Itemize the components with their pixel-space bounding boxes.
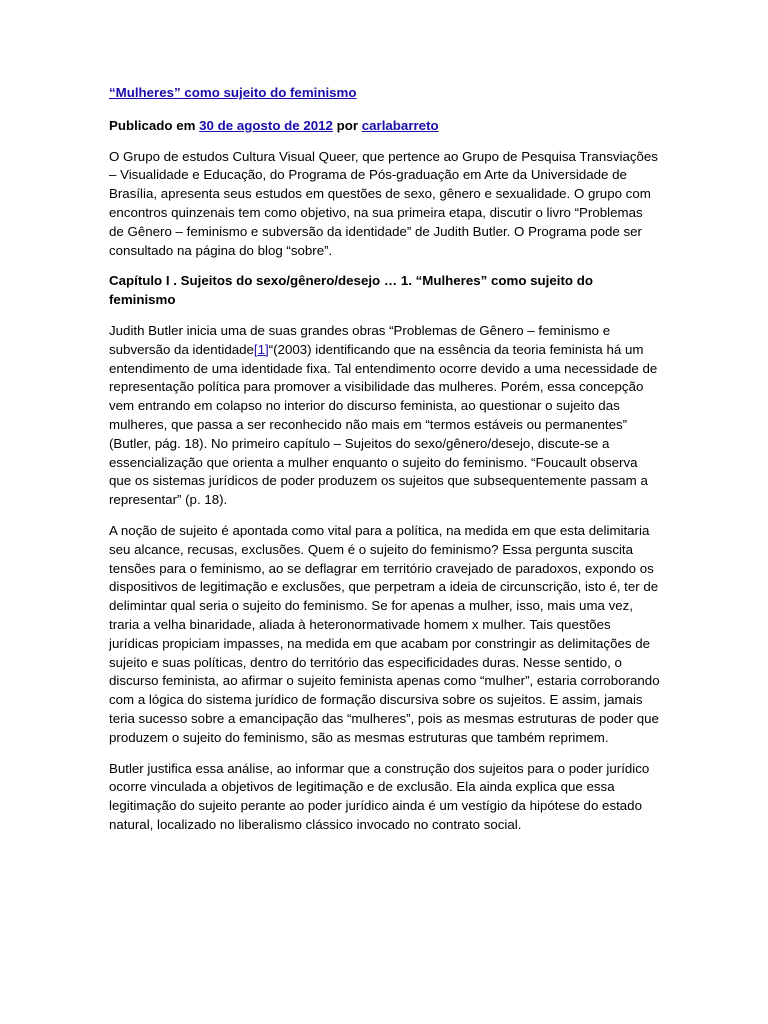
paragraph-intro: O Grupo de estudos Cultura Visual Queer, que pertence ao Grupo de Pesquisa Transviações – Visualidade e Educação, do Programa de Pós-graduação em Arte da Universidade de Brasília, apresenta seus estudos em questões de sexo, gênero e sexualidade. O grupo com encontros quinzenais tem como objetivo, na sua primeira etapa, discutir o livro “Problemas de Gênero – feminismo e subversão da identidade” de Judith Butler. O Programa pode ser consultado na página do blog “sobre”. (109, 148, 658, 258)
footnote-ref-link[interactable]: [1] (253, 341, 269, 357)
document-page (109, 84, 661, 847)
byline (109, 117, 661, 136)
paragraph-butler-part-a: Judith Butler inicia uma de suas grandes obras “Problemas de Gênero – feminismo e subversão da identidade (109, 322, 611, 357)
post-date-link[interactable]: 30 de agosto de 2012 (199, 117, 333, 133)
byline-prefix: Publicado em (109, 117, 200, 133)
paragraph-butler-part-b: “(2003) identificando que na essência da teoria feminista há um entendimento de uma identidade fixa. Tal entendimento ocorre devido a uma necessidade de representação política para promover a visibilidade das mulheres. Porém, essa concepção vem entrando em colapso no interior do discurso feminista, ao questionar o sujeito das mulheres, que passa a ser reconhecido não mais em “termos estáveis ou permanentes” (Butler, pág. 18). No primeiro capítulo – Sujeitos do sexo/gênero/desejo, discute-se a essencialização que orienta a mulher enquanto o sujeito do feminismo. “Foucault observa que os sistemas jurídicos de poder produzem os sujeitos que subsequentemente passam a representar” (p. 18). (109, 341, 658, 508)
paragraph-butler (109, 322, 661, 510)
chapter-heading: Capítulo I . Sujeitos do sexo/gênero/desejo … 1. “Mulheres” como sujeito do feminismo (109, 273, 593, 308)
post-title (109, 84, 661, 103)
paragraph-sujeito: A noção de sujeito é apontada como vital para a política, na medida em que esta delimitaria seu alcance, recusas, exclusões. Quem é o sujeito do feminismo? Essa pergunta suscita tensões para o feminismo, ao se deflagrar em território cravejado de paradoxos, expondo os dispositivos de legitimação e exclusões, que perpetram a ideia de circunscrição, isto é, ter de delimintar qual seria o sujeito do feminismo. Se for apenas a mulher, isso, mais uma vez, traria a velha binaridade, aliada à heteronormativade homem x mulher. Tais questões jurídicas propiciam impasses, na medida em que acabam por constringir as delimitações de sujeito e suas políticas, dentro do território das especificidades duras. Nesse sentido, o discurso feminista, ao afirmar o sujeito feminista apenas como “mulher”, estaria corroborando com a lógica do sistema jurídico de formação discursiva sobre os sujeitos. E assim, jamais teria sucesso sobre a emancipação das “mulheres”, pois as mesmas estruturas de poder que produzem o sujeito do feminismo, são as mesmas estruturas que também reprimem. (109, 522, 660, 745)
byline-mid: por (332, 117, 362, 133)
paragraph-justifica: Butler justifica essa análise, ao informar que a construção dos sujeitos para o poder jurídico ocorre vinculada a objetivos de legitimação e de exclusão. Ela ainda explica que essa legitimação do sujeito perante ao poder jurídico ainda é um vestígio da hipótese do estado natural, localizado no liberalismo clássico invocado no contrato social. (109, 760, 650, 832)
post-title-link[interactable]: “Mulheres” como sujeito do feminismo (109, 85, 357, 100)
author-link[interactable]: carlabarreto (361, 117, 439, 133)
